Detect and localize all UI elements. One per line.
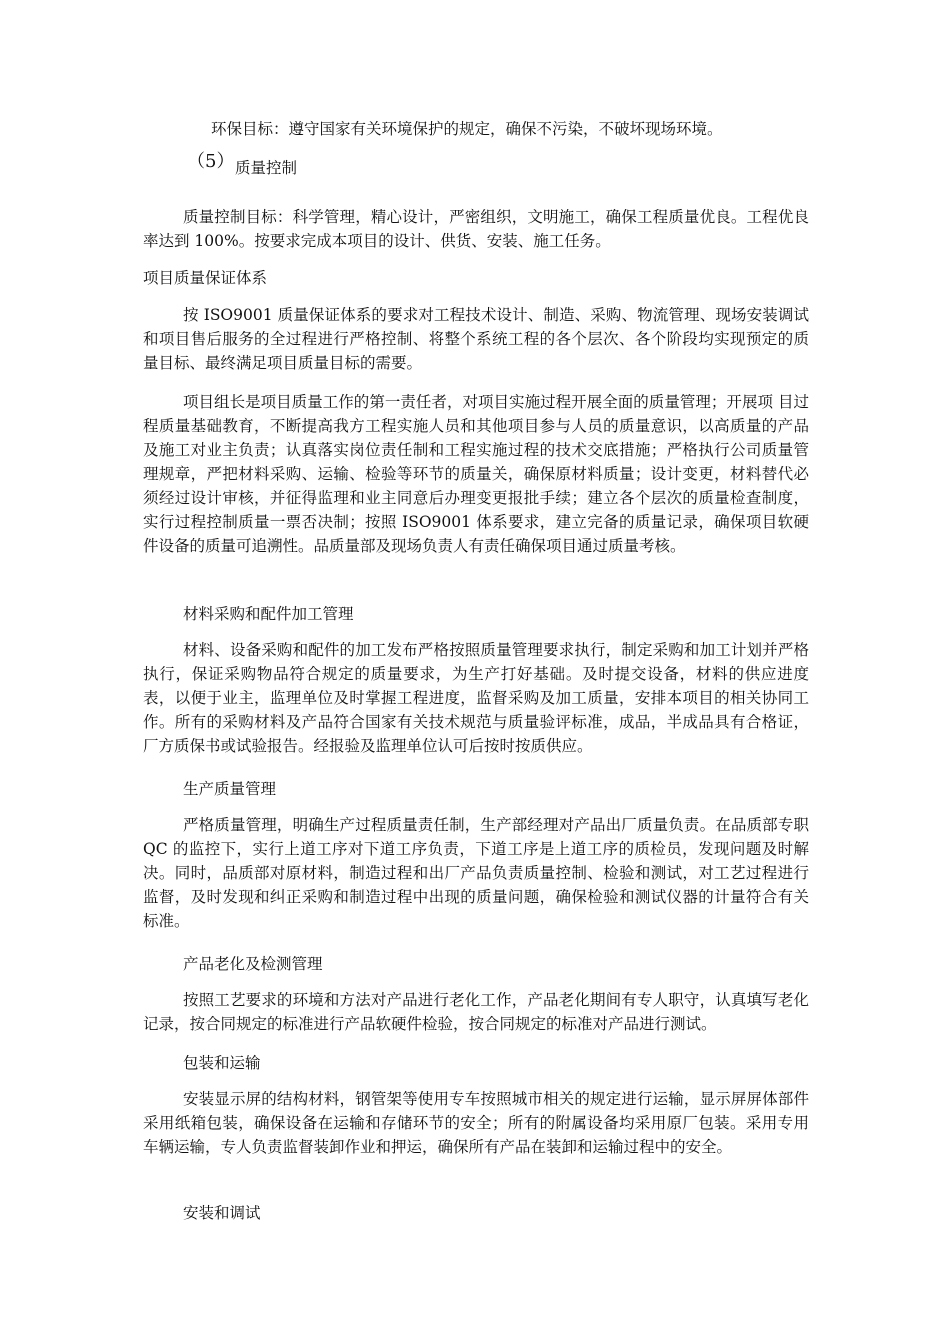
- qa-system-heading: 项目质量保证体系: [143, 269, 268, 287]
- quality-goal-paragraph: 质量控制目标：科学管理，精心设计，严密组织，文明施工，确保工程质量优良。工程优良率达到 100%。按要求完成本项目的设计、供货、安装、施工任务。: [143, 208, 809, 250]
- procurement-heading: 材料采购和配件加工管理: [183, 605, 354, 623]
- section-title: 质量控制: [235, 159, 298, 177]
- packaging-heading: 包装和运输: [183, 1054, 261, 1072]
- qa-system-paragraph-2: 项目组长是项目质量工作的第一责任者，对项目实施过程开展全面的质量管理；开展项 目过程质量基础教育，不断提高我方工程实施人员和其他项目参与人员的质量意识，以高质量的产品及施工对业主负责；认真落实岗位责任制和工程实施过程的技术交底措施；严格执行公司质量管理规章，严把材料采购、运输、检验等环节的质量关，确保原材料质量；设计变更，材料替代必须经过设计审核，并征得监理和业主同意后办理变更报批手续；建立各个层次的质量检查制度，实行过程控制质量一票否决制；按照 ISO9001 体系要求，建立完备的质量记录，确保项目软硬件设备的质量可追溯性。品质量部及现场负责人有责任确保项目通过质量考核。: [143, 393, 809, 555]
- qa-system-paragraph-1: 按 ISO9001 质量保证体系的要求对工程技术设计、制造、采购、物流管理、现场安装调试和项目售后服务的全过程进行严格控制、将整个系统工程的各个层次、各个阶段均实现预定的质量目标、最终满足项目质量目标的需要。: [143, 306, 809, 372]
- production-paragraph: 严格质量管理，明确生产过程质量责任制，生产部经理对产品出厂质量负责。在品质部专职 QC 的监控下，实行上道工序对下道工序负责，下道工序是上道工序的质检员，发现问题及时解决。同时，品质部对原材料，制造过程和出厂产品负责质量控制、检验和测试，对工艺过程进行监督，及时发现和纠正采购和制造过程中出现的质量问题，确保检验和测试仪器的计量符合有关标准。: [143, 816, 809, 930]
- installation-heading: 安装和调试: [183, 1204, 261, 1222]
- procurement-paragraph: 材料、设备采购和配件的加工发布严格按照质量管理要求执行，制定采购和加工计划并严格执行，保证采购物品符合规定的质量要求，为生产打好基础。及时提交设备，材料的供应进度表，以便于业主，监理单位及时掌握工程进度，监督采购及加工质量，安排本项目的相关协同工作。所有的采购材料及产品符合国家有关技术规范与质量验评标准，成品，半成品具有合格证，厂方质保书或试验报告。经报验及监理单位认可后按时按质供应。: [143, 641, 809, 755]
- aging-paragraph: 按照工艺要求的环境和方法对产品进行老化工作，产品老化期间有专人职守，认真填写老化记录，按合同规定的标准进行产品软硬件检验，按合同规定的标准对产品进行测试。: [143, 991, 809, 1033]
- env-goal-text: 环保目标：遵守国家有关环境保护的规定，确保不污染，不破坏现场环境。: [211, 120, 723, 138]
- packaging-paragraph: 安装显示屏的结构材料，钢管架等使用专车按照城市相关的规定进行运输，显示屏屏体部件采用纸箱包装，确保设备在运输和存储环节的安全；所有的附属设备均采用原厂包装。采用专用车辆运输，专人负责监督装卸作业和押运，确保所有产品在装卸和运输过程中的安全。: [143, 1090, 809, 1156]
- aging-heading: 产品老化及检测管理: [183, 955, 323, 973]
- production-heading: 生产质量管理: [183, 780, 277, 798]
- section-number: （5）: [187, 151, 235, 172]
